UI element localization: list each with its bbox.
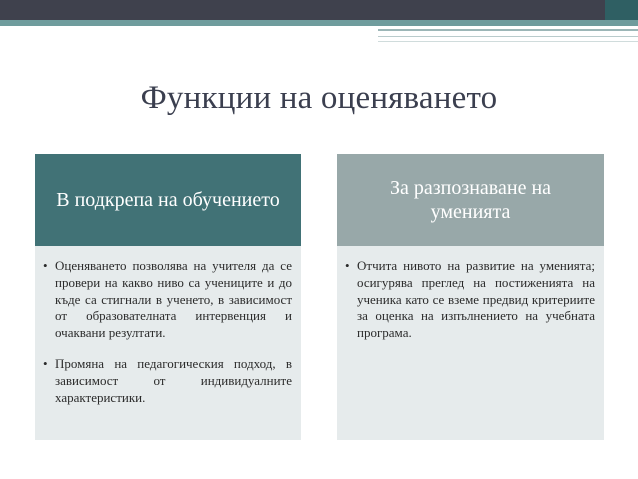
- bullet-symbol: •: [43, 355, 48, 371]
- bullet-symbol: •: [345, 258, 350, 273]
- bullet-text: Промяна на педагогическия подход, в зависимост от индивидуалните характеристики.: [55, 355, 292, 405]
- right-column-header: [337, 154, 604, 246]
- bullet-symbol: •: [43, 258, 48, 273]
- bullet-text: Отчита нивото на развитие на уменията; осигурява преглед на постиженията на ученика като се вземе предвид критериите за оценка на изпълнението на учебната програма.: [357, 258, 595, 341]
- left-column-header-text: В подкрепа на обучението: [56, 189, 280, 211]
- right-bullet-list: [345, 258, 595, 342]
- left-column-header: [35, 154, 301, 246]
- slide-title: Функции на оценяването: [140, 80, 498, 116]
- top-decorative-bar: [0, 0, 638, 20]
- teal-band: [0, 20, 638, 26]
- top-accent-block: [605, 0, 638, 20]
- left-column-body: [35, 246, 301, 440]
- left-bullet-list: [43, 258, 292, 406]
- decorative-line: [378, 41, 638, 42]
- decorative-line: [378, 36, 638, 37]
- decorative-line: [378, 29, 638, 31]
- bullet-item: [345, 258, 595, 342]
- bullet-item: [43, 258, 292, 342]
- bullet-text: Оценяването позволява на учителя да се провери на какво ниво са учениците и до къде са стигнали в ученето, в зависимост от образователната интервенция и очаквани резултати.: [55, 258, 292, 341]
- right-column-header-text: За разпознаване на уменията: [389, 177, 552, 223]
- right-column-body: [337, 246, 604, 440]
- bullet-item: [43, 356, 292, 406]
